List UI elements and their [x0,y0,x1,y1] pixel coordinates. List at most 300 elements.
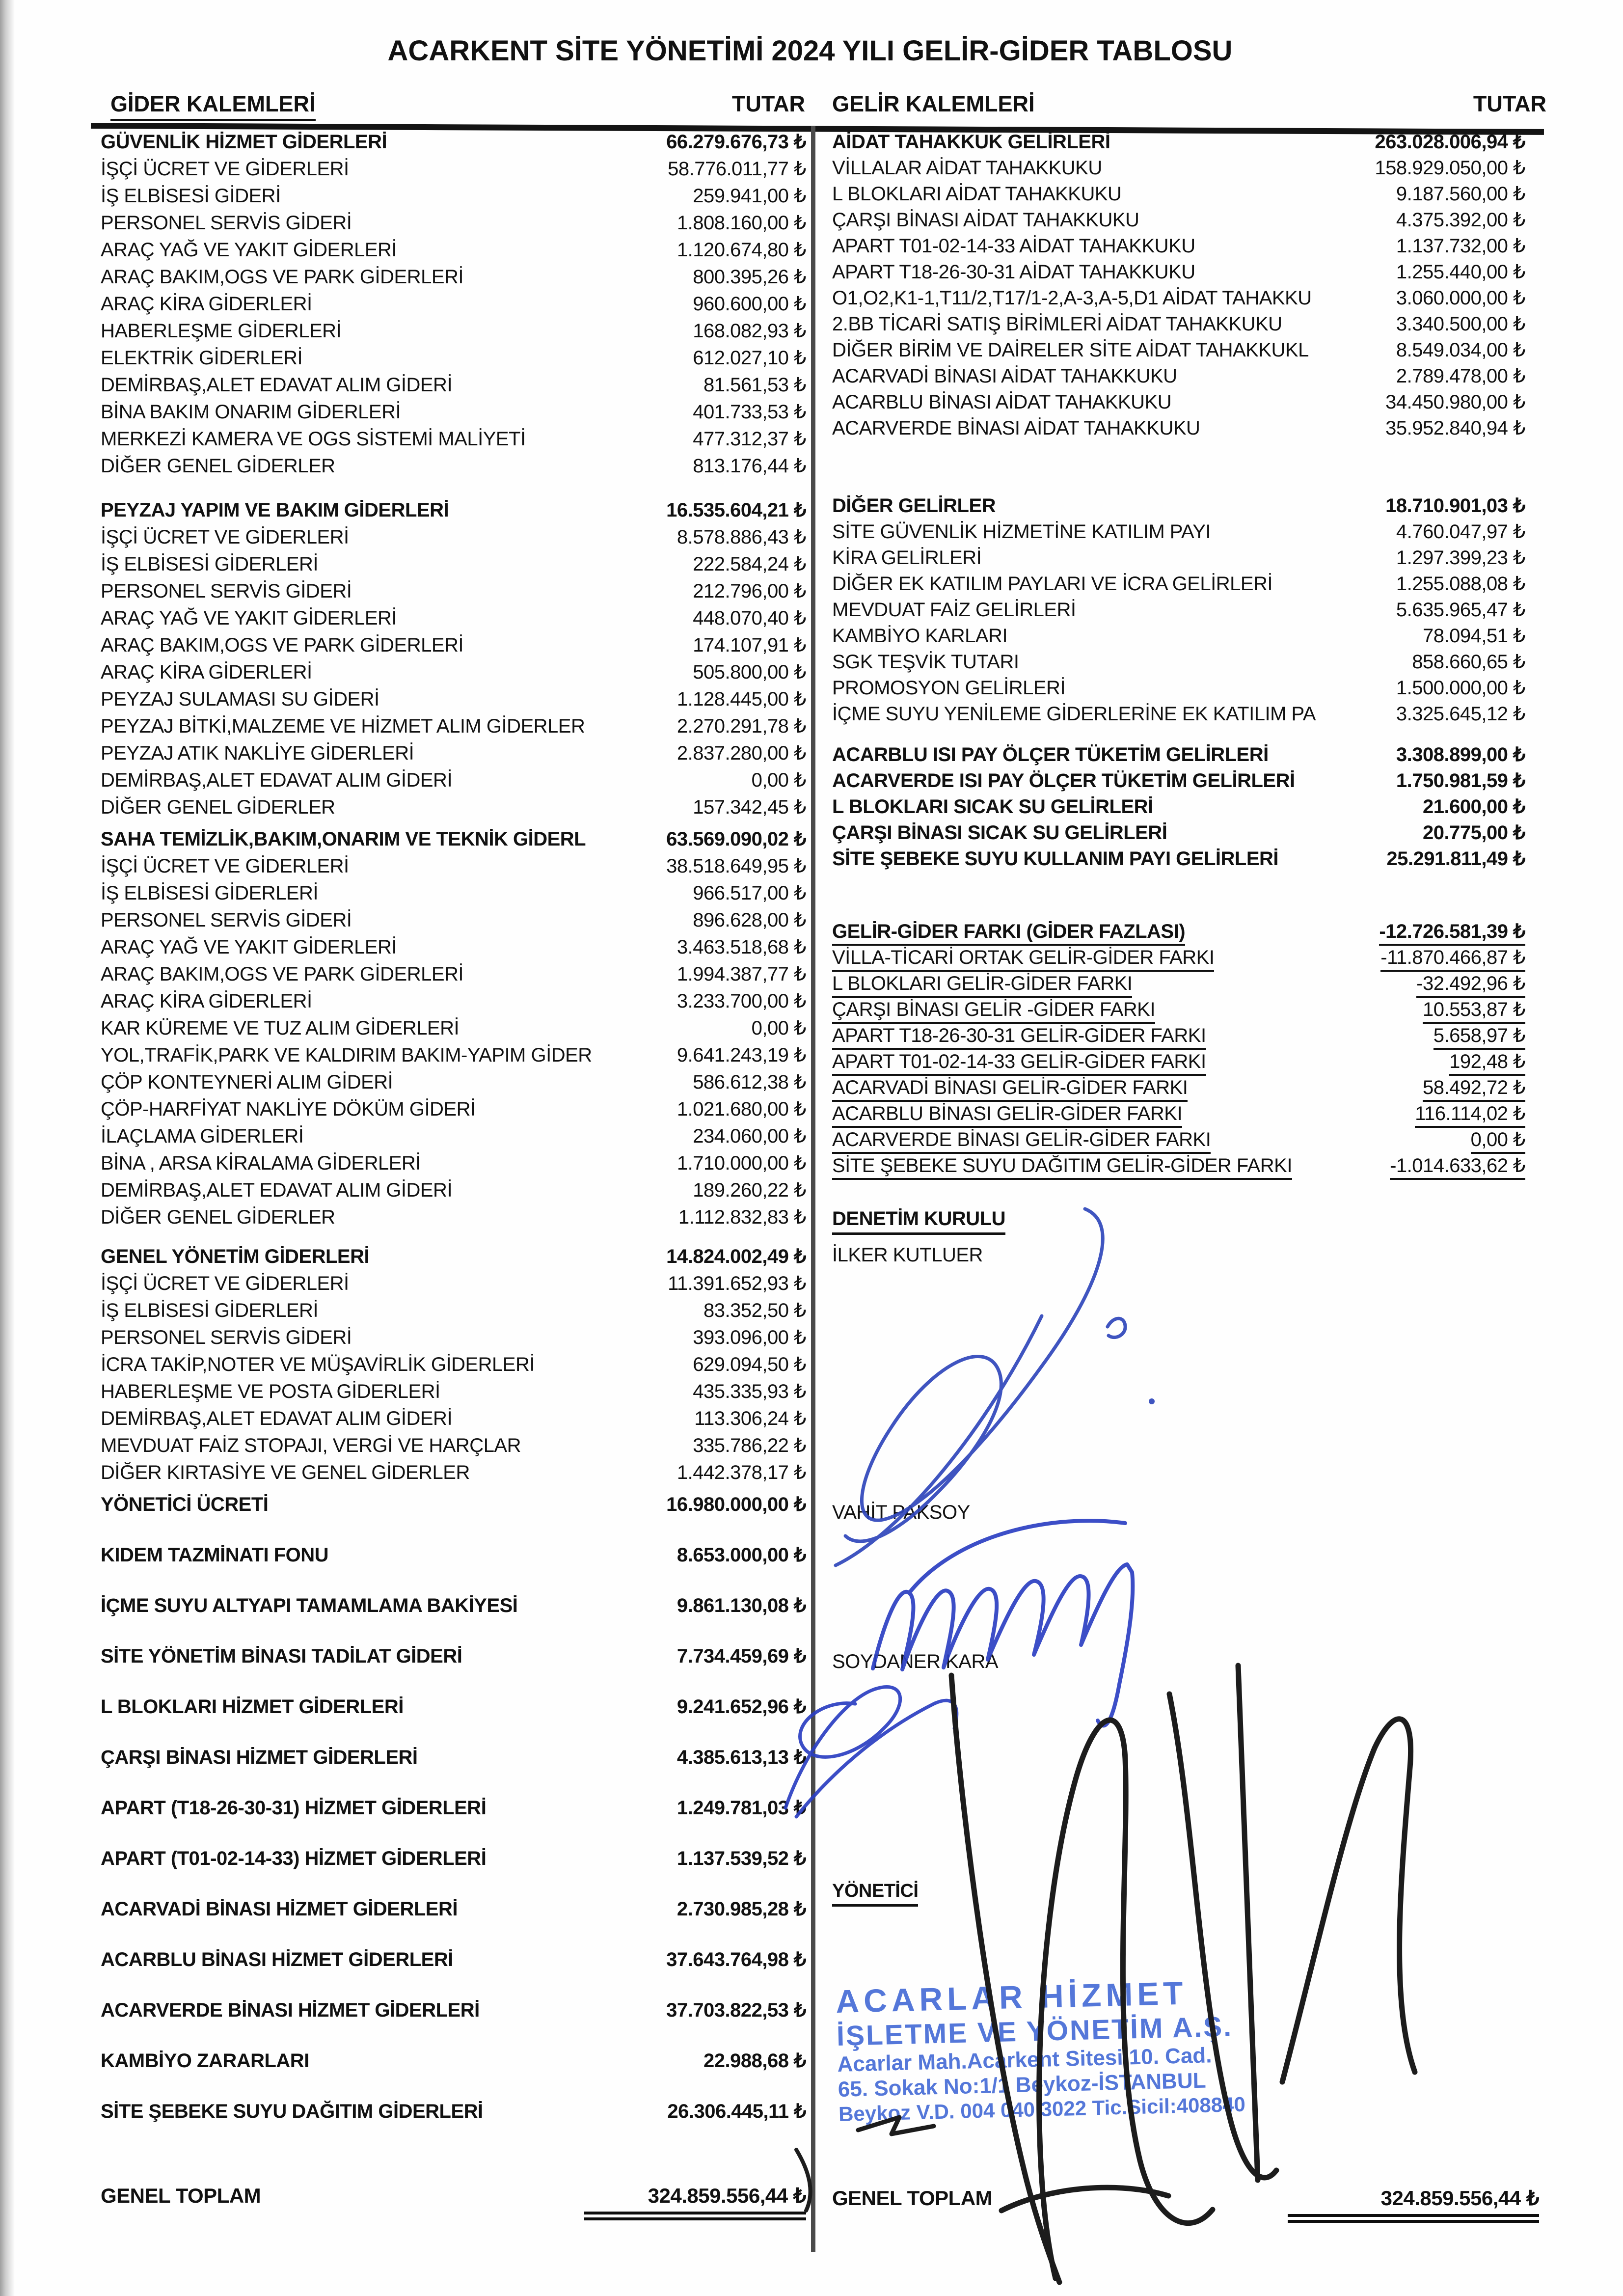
row-label: ÇARŞI BİNASI AİDAT TAHAKKUKU [832,209,1139,231]
row-label: KAMBİYO ZARARLARI [101,2050,309,2072]
row-label: ARAÇ YAĞ VE YAKIT GİDERLERİ [101,239,397,261]
row-block [832,920,1525,1180]
amount-header-left: TUTAR [731,91,805,116]
row-value: 16.980.000,00 ₺ [666,1494,806,1515]
row-label: 2.BB TİCARİ SATIŞ BİRİMLERİ AİDAT TAHAKKUKU [832,313,1282,335]
table-row [101,1948,806,1975]
row-value: 1.994.387,77 ₺ [676,963,806,985]
row-label: SİTE GÜVENLİK HİZMETİNE KATILIM PAYI [832,521,1211,543]
row-label: APART T18-26-30-31 GELİR-GİDER FARKI [832,1025,1206,1050]
table-row [101,1746,806,1773]
table-row [101,1098,806,1125]
row-value: 212.796,00 ₺ [693,580,806,602]
expenses-column-header: GİDER KALEMLERİ [110,91,316,121]
row-value: 66.279.676,73 ₺ [666,131,806,153]
table-row [101,1695,806,1722]
row-label: PERSONEL SERVİS GİDERİ [101,909,352,931]
row-label: ACARBLU BİNASI HİZMET GİDERLERİ [101,1949,453,1970]
row-label: İŞÇİ ÜCRET VE GİDERLERİ [101,158,349,180]
row-value: 2.270.291,78 ₺ [676,715,806,737]
row-value: 116.114,02 ₺ [1415,1102,1525,1128]
row-label: MEVDUAT FAİZ GELİRLERİ [832,599,1076,621]
row-label: ARAÇ KİRA GİDERLERİ [101,293,312,315]
income-column [832,131,1525,1180]
table-row [101,936,806,963]
row-label: PEYZAJ YAPIM VE BAKIM GİDERLERİ [101,499,449,521]
row-value: 1.750.981,59 ₺ [1396,770,1525,792]
row-value: 78.094,51 ₺ [1422,625,1525,647]
table-row [832,547,1525,573]
row-label: İŞ ELBİSESİ GİDERİ [101,185,281,207]
table-row [101,855,806,882]
row-label: BİNA , ARSA KİRALAMA GİDERLERİ [101,1152,421,1174]
audit-board-heading: DENETİM KURULU [832,1208,1005,1235]
table-row [832,743,1525,769]
row-label: DİĞER BİRİM VE DAİRELER SİTE AİDAT TAHAKKUKL [832,339,1309,361]
auditor-name-3: SOYDANER KARA [832,1651,999,1672]
table-row [832,599,1525,625]
row-label: ÇÖP-HARFİYAT NAKLİYE DÖKÜM GİDERİ [101,1098,476,1120]
row-value: 1.021.680,00 ₺ [676,1098,806,1120]
table-row [101,963,806,990]
table-row [101,553,806,580]
row-value: 0,00 ₺ [751,769,806,791]
row-value: 4.385.613,13 ₺ [676,1747,806,1768]
row-label: İŞÇİ ÜCRET VE GİDERLERİ [101,526,349,548]
row-value: 4.760.047,97 ₺ [1396,521,1525,543]
row-value: 1.128.445,00 ₺ [676,688,806,710]
row-value: 168.082,93 ₺ [693,320,806,342]
row-value: 25.291.811,49 ₺ [1386,848,1525,870]
row-value: 3.233.700,00 ₺ [676,990,806,1012]
row-value: 858.660,65 ₺ [1412,651,1525,673]
company-stamp [836,1972,1281,2126]
row-value: -32.492,96 ₺ [1416,972,1525,998]
table-row [832,795,1525,821]
table-row [101,580,806,607]
row-label: DİĞER GENEL GİDERLER [101,455,335,477]
table-row [832,131,1525,157]
table-row [101,266,806,293]
table-row [101,1380,806,1407]
row-label: DİĞER GENEL GİDERLER [101,1206,335,1228]
table-row [101,1353,806,1380]
row-label: APART (T18-26-30-31) HİZMET GİDERLERİ [101,1797,487,1819]
row-label: PEYZAJ BİTKİ,MALZEME VE HİZMET ALIM GİDERLER [101,715,585,737]
row-label: VİLLALAR AİDAT TAHAKKUKU [832,157,1102,179]
table-row [832,1128,1525,1154]
row-label: L BLOKLARI AİDAT TAHAKKUKU [832,183,1122,205]
row-label: BİNA BAKIM ONARIM GİDERLERİ [101,401,401,423]
row-value: 2.789.478,00 ₺ [1396,365,1525,387]
table-row [101,1898,806,1925]
table-row [832,998,1525,1024]
row-label: DEMİRBAŞ,ALET EDAVAT ALIM GİDERİ [101,769,453,791]
row-value: 1.137.539,52 ₺ [676,1848,806,1869]
row-value: 448.070,40 ₺ [693,607,806,629]
row-value: 4.375.392,00 ₺ [1396,209,1525,231]
manager-heading: YÖNETİCİ [832,1881,918,1907]
row-label: SAHA TEMİZLİK,BAKIM,ONARIM VE TEKNİK GİDERL [101,828,586,850]
row-label: VİLLA-TİCARİ ORTAK GELİR-GİDER FARKI [832,947,1214,972]
row-label: ACARBLU BİNASI AİDAT TAHAKKUKU [832,391,1172,413]
row-value: 83.352,50 ₺ [703,1300,806,1321]
table-row [832,1076,1525,1102]
row-label: ACARVERDE ISI PAY ÖLÇER TÜKETİM GELİRLERİ [832,770,1295,792]
row-block [101,1493,806,2127]
row-value: 38.518.649,95 ₺ [666,855,806,877]
table-row [832,946,1525,972]
table-row [101,882,806,909]
table-row [832,417,1525,443]
row-label: GENEL YÖNETİM GİDERLERİ [101,1246,370,1267]
row-value: 26.306.445,11 ₺ [667,2101,806,2122]
row-value: 34.450.980,00 ₺ [1385,391,1525,413]
stamp-line-2: İŞLETME VE YÖNETİM A.Ş. [836,2011,1233,2052]
table-row [101,212,806,239]
row-label: KIDEM TAZMİNATI FONU [101,1544,329,1566]
row-label: SİTE ŞEBEKE SUYU DAĞITIM GELİR-GİDER FARKI [832,1155,1292,1180]
table-row [101,401,806,428]
table-row [832,1050,1525,1076]
row-value: 58.492,72 ₺ [1423,1076,1525,1102]
row-value: 14.824.002,49 ₺ [666,1246,806,1267]
row-block [832,494,1525,729]
row-label: SGK TEŞVİK TUTARI [832,651,1019,673]
stamp-line-1: ACARLAR HİZMET [835,1974,1188,2020]
row-value: 1.112.832,83 ₺ [678,1206,806,1228]
row-label: ARAÇ KİRA GİDERLERİ [101,661,312,683]
auditor-name-2: VAHİT PAKSOY [832,1502,970,1523]
row-label: SİTE YÖNETİM BİNASI TADİLAT GİDERİ [101,1645,462,1667]
table-row [832,157,1525,183]
row-value: 2.730.985,28 ₺ [676,1898,806,1920]
row-value: 16.535.604,21 ₺ [666,499,806,521]
row-label: İCRA TAKİP,NOTER VE MÜŞAVİRLİK GİDERLERİ [101,1354,535,1375]
row-value: 966.517,00 ₺ [693,882,806,904]
row-block [832,131,1525,443]
table-row [101,526,806,553]
row-label: L BLOKLARI GELİR-GİDER FARKI [832,973,1132,998]
table-row [101,185,806,212]
table-row [832,494,1525,520]
row-value: 174.107,91 ₺ [693,634,806,656]
table-row [101,634,806,661]
table-row [101,1999,806,2026]
table-row [101,1152,806,1179]
row-value: 505.800,00 ₺ [693,661,806,683]
table-row [101,1594,806,1621]
stamp-line-3: Acarlar Mah.Acarkent Sitesi 10. Cad. [837,2043,1213,2077]
row-label: İÇME SUYU ALTYAPI TAMAMLAMA BAKİYESİ [101,1595,518,1616]
row-block [832,743,1525,874]
row-value: 960.600,00 ₺ [693,293,806,315]
row-label: GÜVENLİK HİZMET GİDERLERİ [101,131,387,153]
expenses-grand-total-label: GENEL TOPLAM [101,2184,261,2207]
row-value: 10.553,87 ₺ [1423,998,1525,1024]
row-label: PERSONEL SERVİS GİDERİ [101,1327,352,1348]
row-label: MEVDUAT FAİZ STOPAJI, VERGİ VE HARÇLAR [101,1435,521,1456]
row-value: 800.395,26 ₺ [693,266,806,288]
row-value: 1.120.674,80 ₺ [676,239,806,261]
table-row [101,661,806,688]
row-value: 5.658,97 ₺ [1434,1024,1525,1050]
row-value: 37.643.764,98 ₺ [666,1949,806,1970]
row-value: 63.569.090,02 ₺ [666,828,806,850]
row-label: İŞ ELBİSESİ GİDERLERİ [101,882,318,904]
row-value: 3.308.899,00 ₺ [1396,744,1525,765]
table-row [832,520,1525,547]
row-label: APART T18-26-30-31 AİDAT TAHAKKUKU [832,261,1195,283]
row-value: 1.249.781,03 ₺ [676,1797,806,1819]
row-value: 259.941,00 ₺ [693,185,806,207]
row-value: 58.776.011,77 ₺ [668,158,806,180]
row-value: 7.734.459,69 ₺ [676,1645,806,1667]
row-label: HABERLEŞME VE POSTA GİDERLERİ [101,1381,440,1402]
row-value: 222.584,24 ₺ [693,553,806,575]
table-row [101,1797,806,1824]
row-label: DEMİRBAŞ,ALET EDAVAT ALIM GİDERİ [101,1179,453,1201]
table-row [101,715,806,742]
table-row [832,573,1525,599]
row-label: YOL,TRAFİK,PARK VE KALDIRIM BAKIM-YAPIM GİDER [101,1044,592,1066]
row-value: 157.342,45 ₺ [693,796,806,818]
row-label: ACARBLU ISI PAY ÖLÇER TÜKETİM GELİRLERİ [832,744,1269,765]
table-row [101,428,806,455]
table-row [832,1154,1525,1180]
row-label: KAMBİYO KARLARI [832,625,1008,647]
row-label: İŞ ELBİSESİ GİDERLERİ [101,1300,318,1321]
column-divider [811,126,815,2252]
table-row [832,365,1525,391]
row-value: 813.176,44 ₺ [693,455,806,477]
row-label: ÇARŞI BİNASI GELİR -GİDER FARKI [832,999,1155,1024]
scan-edge-artifact [0,0,15,2296]
table-row [101,239,806,266]
table-row [832,235,1525,261]
row-label: ÇÖP KONTEYNERİ ALIM GİDERİ [101,1071,393,1093]
table-row [101,1645,806,1672]
signature-vahit-paksoy [873,1521,1133,1725]
row-value: 1.255.440,00 ₺ [1396,261,1525,283]
row-label: HABERLEŞME GİDERLERİ [101,320,342,342]
row-block [101,1245,806,1488]
table-row [832,847,1525,874]
table-row [101,1272,806,1299]
row-label: ACARVADİ BİNASI GELİR-GİDER FARKI [832,1077,1188,1102]
row-value: 0,00 ₺ [1471,1128,1525,1154]
row-value: 35.952.840,94 ₺ [1385,417,1525,439]
row-label: SİTE ŞEBEKE SUYU KULLANIM PAYI GELİRLERİ [832,848,1279,870]
row-block [101,499,806,823]
row-label: ACARBLU BİNASI GELİR-GİDER FARKI [832,1103,1182,1128]
auditor-name-1: İLKER KUTLUER [832,1244,983,1266]
row-value: 896.628,00 ₺ [693,909,806,931]
row-label: ACARVADİ BİNASI HİZMET GİDERLERİ [101,1898,458,1920]
row-value: 1.710.000,00 ₺ [676,1152,806,1174]
row-label: İŞ ELBİSESİ GİDERLERİ [101,553,318,575]
row-value: 393.096,00 ₺ [693,1327,806,1348]
row-value: 435.335,93 ₺ [693,1381,806,1402]
table-row [832,287,1525,313]
table-row [101,828,806,855]
table-row [832,920,1525,946]
row-label: L BLOKLARI HİZMET GİDERLERİ [101,1696,404,1718]
row-label: L BLOKLARI SICAK SU GELİRLERİ [832,796,1153,818]
row-value: 8.653.000,00 ₺ [676,1544,806,1566]
row-label: DEMİRBAŞ,ALET EDAVAT ALIM GİDERİ [101,1408,453,1429]
row-value: 9.187.560,00 ₺ [1396,183,1525,205]
row-block [101,828,806,1233]
stamp-line-4: 65. Sokak No:1/1 Beykoz-İSTANBUL [838,2068,1207,2102]
row-label: DİĞER GENEL GİDERLER [101,796,335,818]
row-value: 8.578.886,43 ₺ [676,526,806,548]
table-row [101,1461,806,1488]
row-label: PERSONEL SERVİS GİDERİ [101,580,352,602]
stamp-line-5: Beykoz V.D. 004 040 3022 Tic.Sicil:408840 [838,2092,1246,2126]
table-row [832,972,1525,998]
row-value: 477.312,37 ₺ [693,428,806,450]
expenses-grand-total-row [101,2184,806,2220]
row-value: -12.726.581,39 ₺ [1379,920,1525,946]
table-row [101,347,806,374]
table-row [101,320,806,347]
row-label: O1,O2,K1-1,T11/2,T17/1-2,A-3,A-5,D1 AİDAT TAHAKKU [832,287,1312,309]
table-row [101,1326,806,1353]
table-row [101,990,806,1017]
row-label: PERSONEL SERVİS GİDERİ [101,212,352,234]
row-value: 9.861.130,08 ₺ [676,1595,806,1616]
table-row [832,625,1525,651]
expenses-column [101,131,806,2220]
expenses-grand-total-value: 324.859.556,44 ₺ [584,2184,806,2220]
table-row [101,499,806,526]
table-row [101,2100,806,2127]
row-label: APART (T01-02-14-33) HİZMET GİDERLERİ [101,1848,487,1869]
row-label: İÇME SUYU YENİLEME GİDERLERİNE EK KATILIM PA [832,703,1316,725]
table-row [101,688,806,715]
table-row [101,1493,806,1520]
row-label: SİTE ŞEBEKE SUYU DAĞITIM GİDERLERİ [101,2101,483,2122]
row-value: 20.775,00 ₺ [1422,822,1525,844]
row-value: -11.870.466,87 ₺ [1380,946,1525,972]
row-label: ACARVERDE BİNASI GELİR-GİDER FARKI [832,1129,1211,1154]
row-label: APART T01-02-14-33 AİDAT TAHAKKUKU [832,235,1195,257]
table-row [101,1017,806,1044]
row-value: 11.391.652,93 ₺ [668,1273,806,1294]
row-value: 1.297.399,23 ₺ [1396,547,1525,569]
row-label: PEYZAJ SULAMASI SU GİDERİ [101,688,379,710]
row-value: 113.306,24 ₺ [694,1408,806,1429]
table-row [101,455,806,482]
table-row [101,607,806,634]
table-row [101,131,806,158]
table-row [832,1102,1525,1128]
row-value: 18.710.901,03 ₺ [1385,495,1525,517]
row-value: 3.325.645,12 ₺ [1396,703,1525,725]
row-value: 1.442.378,17 ₺ [676,1462,806,1483]
row-label: MERKEZİ KAMERA VE OGS SİSTEMİ MALİYETİ [101,428,526,450]
row-value: 2.837.280,00 ₺ [676,742,806,764]
row-label: DİĞER EK KATILIM PAYLARI VE İCRA GELİRLERİ [832,573,1273,595]
row-label: ÇARŞI BİNASI SICAK SU GELİRLERİ [832,822,1167,844]
table-row [832,313,1525,339]
table-row [101,1299,806,1326]
table-row [101,1407,806,1434]
row-label: KİRA GELİRLERİ [832,547,982,569]
row-label: ACARVERDE BİNASI AİDAT TAHAKKUKU [832,417,1200,439]
row-label: ARAÇ BAKIM,OGS VE PARK GİDERLERİ [101,266,463,288]
table-row [832,391,1525,417]
row-label: PROMOSYON GELİRLERİ [832,677,1066,699]
table-row [101,1245,806,1272]
income-grand-total-label: GENEL TOPLAM [832,2187,993,2210]
table-row [101,1847,806,1874]
row-value: 1.255.088,08 ₺ [1396,573,1525,595]
row-label: ARAÇ YAĞ VE YAKIT GİDERLERİ [101,607,397,629]
row-value: 629.094,50 ₺ [693,1354,806,1375]
table-row [101,1044,806,1071]
row-value: 22.988,68 ₺ [703,2050,806,2072]
row-value: -1.014.633,62 ₺ [1390,1154,1525,1180]
row-label: KAR KÜREME VE TUZ ALIM GİDERLERİ [101,1017,460,1039]
row-value: 158.929.050,00 ₺ [1375,157,1525,179]
table-row [101,1206,806,1233]
row-value: 21.600,00 ₺ [1422,796,1525,818]
row-label: DİĞER GELİRLER [832,495,996,517]
table-row [832,769,1525,795]
row-label: ARAÇ BAKIM,OGS VE PARK GİDERLERİ [101,963,463,985]
table-row [101,158,806,185]
row-value: 9.641.243,19 ₺ [676,1044,806,1066]
table-row [832,1024,1525,1050]
income-grand-total-row [832,2186,1539,2223]
row-label: İŞÇİ ÜCRET VE GİDERLERİ [101,1273,349,1294]
row-label: DİĞER KIRTASİYE VE GENEL GİDERLER [101,1462,470,1483]
table-row [101,1125,806,1152]
table-row [101,1071,806,1098]
row-label: ACARVERDE BİNASI HİZMET GİDERLERİ [101,1999,480,2021]
row-value: 234.060,00 ₺ [693,1125,806,1147]
row-value: 8.549.034,00 ₺ [1396,339,1525,361]
document-title: ACARKENT SİTE YÖNETİMİ 2024 YILI GELİR-GİDER TABLOSU [387,35,1233,67]
row-value: 3.060.000,00 ₺ [1396,287,1525,309]
row-value: 189.260,22 ₺ [693,1179,806,1201]
row-value: 0,00 ₺ [751,1017,806,1039]
table-row [832,651,1525,677]
table-row [832,339,1525,365]
row-label: ÇARŞI BİNASI HİZMET GİDERLERİ [101,1747,418,1768]
row-value: 586.612,38 ₺ [693,1071,806,1093]
table-row [101,293,806,320]
row-label: ARAÇ KİRA GİDERLERİ [101,990,312,1012]
row-label: ACARVADİ BİNASI AİDAT TAHAKKUKU [832,365,1177,387]
row-label: ARAÇ YAĞ VE YAKIT GİDERLERİ [101,936,397,958]
table-row [832,703,1525,729]
table-row [101,742,806,769]
table-row [101,909,806,936]
table-row [832,821,1525,847]
table-row [101,2050,806,2077]
row-label: AİDAT TAHAKKUK GELİRLERİ [832,131,1110,153]
row-value: 3.340.500,00 ₺ [1396,313,1525,335]
row-label: APART T01-02-14-33 GELİR-GİDER FARKI [832,1051,1206,1076]
row-value: 1.808.160,00 ₺ [676,212,806,234]
amount-header-right: TUTAR [1473,91,1546,116]
row-value: 612.027,10 ₺ [693,347,806,369]
table-row [832,209,1525,235]
row-value: 1.500.000,00 ₺ [1396,677,1525,699]
